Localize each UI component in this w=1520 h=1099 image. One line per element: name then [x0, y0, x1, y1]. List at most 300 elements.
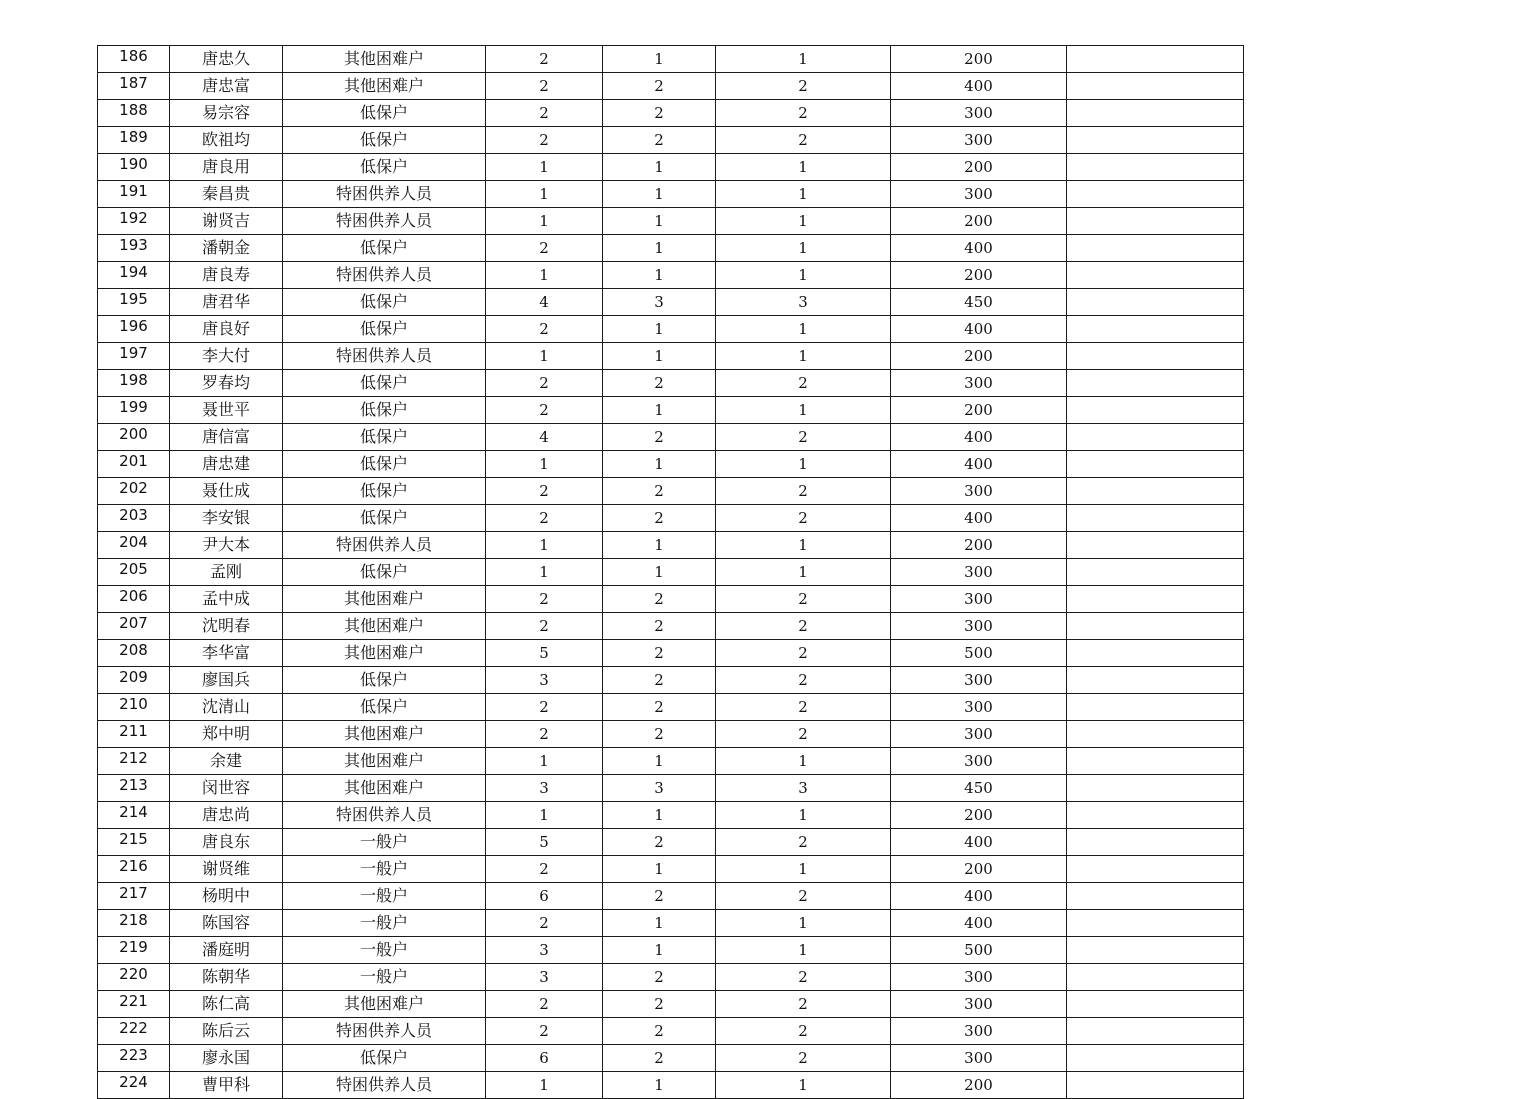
remark-cell [1067, 505, 1244, 532]
aided-b-cell: 2 [716, 991, 891, 1018]
table-row [98, 262, 1244, 289]
aided-b-cell: 1 [716, 451, 891, 478]
table-row [98, 1018, 1244, 1045]
household-size-cell: 3 [486, 937, 603, 964]
remark-cell [1067, 1072, 1244, 1099]
category-cell: 低保户 [283, 397, 486, 424]
name-cell: 易宗容 [170, 100, 283, 127]
aided-a-cell: 2 [603, 73, 716, 100]
aided-a-cell: 1 [603, 451, 716, 478]
remark-cell [1067, 856, 1244, 883]
row-index-cell: 197 [98, 343, 170, 370]
aided-a-cell: 1 [603, 937, 716, 964]
amount-cell: 450 [891, 289, 1067, 316]
category-cell: 特困供养人员 [283, 208, 486, 235]
remark-cell [1067, 775, 1244, 802]
row-index-cell: 198 [98, 370, 170, 397]
row-index-cell: 221 [98, 991, 170, 1018]
remark-cell [1067, 694, 1244, 721]
aided-a-cell: 2 [603, 1018, 716, 1045]
aided-a-cell: 2 [603, 1045, 716, 1072]
aided-a-cell: 1 [603, 46, 716, 73]
remark-cell [1067, 640, 1244, 667]
amount-cell: 300 [891, 370, 1067, 397]
remark-cell [1067, 397, 1244, 424]
household-size-cell: 2 [486, 586, 603, 613]
remark-cell [1067, 451, 1244, 478]
row-index-cell: 196 [98, 316, 170, 343]
household-size-cell: 5 [486, 640, 603, 667]
aided-a-cell: 1 [603, 856, 716, 883]
remark-cell [1067, 937, 1244, 964]
name-cell: 陈后云 [170, 1018, 283, 1045]
aided-b-cell: 2 [716, 586, 891, 613]
aided-a-cell: 2 [603, 613, 716, 640]
row-index-cell: 218 [98, 910, 170, 937]
row-index-cell: 210 [98, 694, 170, 721]
aided-b-cell: 1 [716, 910, 891, 937]
amount-cell: 300 [891, 694, 1067, 721]
row-index-cell: 200 [98, 424, 170, 451]
aided-b-cell: 1 [716, 532, 891, 559]
table-row [98, 181, 1244, 208]
household-size-cell: 2 [486, 370, 603, 397]
table-row [98, 532, 1244, 559]
category-cell: 低保户 [283, 694, 486, 721]
table-row [98, 748, 1244, 775]
category-cell: 其他困难户 [283, 586, 486, 613]
remark-cell [1067, 1045, 1244, 1072]
name-cell: 孟刚 [170, 559, 283, 586]
household-size-cell: 4 [486, 289, 603, 316]
household-size-cell: 2 [486, 991, 603, 1018]
name-cell: 李安银 [170, 505, 283, 532]
remark-cell [1067, 478, 1244, 505]
remark-cell [1067, 802, 1244, 829]
aided-b-cell: 2 [716, 1045, 891, 1072]
remark-cell [1067, 559, 1244, 586]
row-index-cell: 217 [98, 883, 170, 910]
name-cell: 郑中明 [170, 721, 283, 748]
table-row [98, 73, 1244, 100]
table-row [98, 100, 1244, 127]
row-index-cell: 215 [98, 829, 170, 856]
aided-b-cell: 1 [716, 46, 891, 73]
row-index-cell: 189 [98, 127, 170, 154]
remark-cell [1067, 370, 1244, 397]
name-cell: 唐良用 [170, 154, 283, 181]
amount-cell: 300 [891, 559, 1067, 586]
aided-b-cell: 1 [716, 748, 891, 775]
table-row [98, 559, 1244, 586]
household-size-cell: 1 [486, 559, 603, 586]
household-size-cell: 2 [486, 127, 603, 154]
amount-cell: 200 [891, 208, 1067, 235]
remark-cell [1067, 343, 1244, 370]
aided-b-cell: 2 [716, 424, 891, 451]
row-index-cell: 191 [98, 181, 170, 208]
household-size-cell: 2 [486, 397, 603, 424]
name-cell: 唐良好 [170, 316, 283, 343]
name-cell: 谢贤吉 [170, 208, 283, 235]
row-index-cell: 214 [98, 802, 170, 829]
household-size-cell: 6 [486, 883, 603, 910]
name-cell: 潘庭明 [170, 937, 283, 964]
row-index-cell: 207 [98, 613, 170, 640]
aided-b-cell: 2 [716, 613, 891, 640]
amount-cell: 300 [891, 613, 1067, 640]
category-cell: 特困供养人员 [283, 532, 486, 559]
row-index-cell: 187 [98, 73, 170, 100]
household-size-cell: 1 [486, 451, 603, 478]
table-row [98, 208, 1244, 235]
table-row [98, 721, 1244, 748]
category-cell: 特困供养人员 [283, 181, 486, 208]
amount-cell: 400 [891, 883, 1067, 910]
name-cell: 唐良寿 [170, 262, 283, 289]
category-cell: 特困供养人员 [283, 1018, 486, 1045]
household-size-cell: 3 [486, 964, 603, 991]
row-index-cell: 188 [98, 100, 170, 127]
amount-cell: 200 [891, 1072, 1067, 1099]
aided-b-cell: 2 [716, 964, 891, 991]
household-size-cell: 2 [486, 721, 603, 748]
row-index-cell: 194 [98, 262, 170, 289]
household-size-cell: 2 [486, 478, 603, 505]
household-size-cell: 2 [486, 1018, 603, 1045]
name-cell: 唐忠尚 [170, 802, 283, 829]
aided-b-cell: 1 [716, 559, 891, 586]
household-size-cell: 2 [486, 910, 603, 937]
amount-cell: 300 [891, 1045, 1067, 1072]
row-index-cell: 192 [98, 208, 170, 235]
amount-cell: 400 [891, 73, 1067, 100]
household-size-cell: 1 [486, 154, 603, 181]
category-cell: 低保户 [283, 154, 486, 181]
aided-a-cell: 2 [603, 100, 716, 127]
table-row [98, 478, 1244, 505]
name-cell: 欧祖均 [170, 127, 283, 154]
aided-a-cell: 2 [603, 640, 716, 667]
amount-cell: 400 [891, 829, 1067, 856]
amount-cell: 400 [891, 451, 1067, 478]
aided-b-cell: 2 [716, 100, 891, 127]
aided-a-cell: 2 [603, 586, 716, 613]
aided-a-cell: 1 [603, 397, 716, 424]
household-size-cell: 2 [486, 694, 603, 721]
aided-b-cell: 3 [716, 289, 891, 316]
name-cell: 唐信富 [170, 424, 283, 451]
table-row [98, 937, 1244, 964]
name-cell: 曹甲科 [170, 1072, 283, 1099]
category-cell: 低保户 [283, 559, 486, 586]
row-index-cell: 209 [98, 667, 170, 694]
category-cell: 特困供养人员 [283, 343, 486, 370]
remark-cell [1067, 73, 1244, 100]
household-size-cell: 1 [486, 1072, 603, 1099]
aided-a-cell: 1 [603, 343, 716, 370]
row-index-cell: 216 [98, 856, 170, 883]
category-cell: 一般户 [283, 964, 486, 991]
aided-a-cell: 2 [603, 424, 716, 451]
amount-cell: 300 [891, 667, 1067, 694]
household-size-cell: 3 [486, 775, 603, 802]
aided-a-cell: 1 [603, 748, 716, 775]
aided-a-cell: 2 [603, 370, 716, 397]
table-row [98, 586, 1244, 613]
table-row [98, 451, 1244, 478]
name-cell: 聂世平 [170, 397, 283, 424]
table-row [98, 46, 1244, 73]
remark-cell [1067, 829, 1244, 856]
amount-cell: 200 [891, 46, 1067, 73]
aided-a-cell: 2 [603, 478, 716, 505]
amount-cell: 200 [891, 343, 1067, 370]
name-cell: 尹大本 [170, 532, 283, 559]
category-cell: 低保户 [283, 235, 486, 262]
name-cell: 唐忠富 [170, 73, 283, 100]
amount-cell: 400 [891, 505, 1067, 532]
row-index-cell: 195 [98, 289, 170, 316]
table-row [98, 154, 1244, 181]
aided-a-cell: 1 [603, 532, 716, 559]
remark-cell [1067, 586, 1244, 613]
name-cell: 沈明春 [170, 613, 283, 640]
aided-a-cell: 1 [603, 235, 716, 262]
category-cell: 低保户 [283, 289, 486, 316]
category-cell: 特困供养人员 [283, 802, 486, 829]
name-cell: 廖永国 [170, 1045, 283, 1072]
row-index-cell: 206 [98, 586, 170, 613]
category-cell: 低保户 [283, 424, 486, 451]
amount-cell: 300 [891, 991, 1067, 1018]
amount-cell: 400 [891, 316, 1067, 343]
remark-cell [1067, 424, 1244, 451]
table-row [98, 991, 1244, 1018]
name-cell: 杨明中 [170, 883, 283, 910]
aided-b-cell: 2 [716, 127, 891, 154]
category-cell: 其他困难户 [283, 748, 486, 775]
aided-b-cell: 1 [716, 397, 891, 424]
category-cell: 一般户 [283, 910, 486, 937]
remark-cell [1067, 289, 1244, 316]
table-row [98, 613, 1244, 640]
aided-a-cell: 1 [603, 316, 716, 343]
aided-b-cell: 2 [716, 478, 891, 505]
aided-a-cell: 2 [603, 721, 716, 748]
table-row [98, 505, 1244, 532]
name-cell: 李华富 [170, 640, 283, 667]
remark-cell [1067, 46, 1244, 73]
amount-cell: 200 [891, 262, 1067, 289]
row-index-cell: 193 [98, 235, 170, 262]
aided-b-cell: 2 [716, 73, 891, 100]
amount-cell: 300 [891, 1018, 1067, 1045]
aided-a-cell: 2 [603, 127, 716, 154]
remark-cell [1067, 910, 1244, 937]
category-cell: 一般户 [283, 856, 486, 883]
table-row [98, 883, 1244, 910]
table-row [98, 235, 1244, 262]
remark-cell [1067, 748, 1244, 775]
name-cell: 唐忠建 [170, 451, 283, 478]
amount-cell: 300 [891, 100, 1067, 127]
amount-cell: 400 [891, 235, 1067, 262]
category-cell: 低保户 [283, 316, 486, 343]
name-cell: 唐良东 [170, 829, 283, 856]
category-cell: 其他困难户 [283, 46, 486, 73]
category-cell: 低保户 [283, 1045, 486, 1072]
row-index-cell: 212 [98, 748, 170, 775]
aided-b-cell: 2 [716, 721, 891, 748]
household-size-cell: 1 [486, 343, 603, 370]
household-size-cell: 2 [486, 235, 603, 262]
row-index-cell: 211 [98, 721, 170, 748]
aided-a-cell: 3 [603, 775, 716, 802]
remark-cell [1067, 991, 1244, 1018]
row-index-cell: 223 [98, 1045, 170, 1072]
table-row [98, 910, 1244, 937]
amount-cell: 300 [891, 127, 1067, 154]
aided-a-cell: 1 [603, 559, 716, 586]
category-cell: 低保户 [283, 451, 486, 478]
remark-cell [1067, 262, 1244, 289]
name-cell: 闵世容 [170, 775, 283, 802]
aided-b-cell: 2 [716, 1018, 891, 1045]
table-row [98, 1045, 1244, 1072]
table-row [98, 397, 1244, 424]
remark-cell [1067, 316, 1244, 343]
aided-b-cell: 1 [716, 235, 891, 262]
amount-cell: 400 [891, 424, 1067, 451]
amount-cell: 500 [891, 640, 1067, 667]
household-size-cell: 1 [486, 532, 603, 559]
aided-b-cell: 1 [716, 856, 891, 883]
name-cell: 谢贤维 [170, 856, 283, 883]
aided-b-cell: 2 [716, 667, 891, 694]
aided-b-cell: 2 [716, 640, 891, 667]
name-cell: 唐忠久 [170, 46, 283, 73]
household-size-cell: 2 [486, 316, 603, 343]
table-row [98, 694, 1244, 721]
category-cell: 其他困难户 [283, 991, 486, 1018]
row-index-cell: 219 [98, 937, 170, 964]
household-size-cell: 2 [486, 100, 603, 127]
table-row [98, 370, 1244, 397]
table-row [98, 802, 1244, 829]
aided-b-cell: 1 [716, 208, 891, 235]
remark-cell [1067, 154, 1244, 181]
aided-a-cell: 1 [603, 262, 716, 289]
remark-cell [1067, 127, 1244, 154]
category-cell: 特困供养人员 [283, 1072, 486, 1099]
aided-a-cell: 3 [603, 289, 716, 316]
name-cell: 潘朝金 [170, 235, 283, 262]
household-size-cell: 1 [486, 748, 603, 775]
table-row [98, 829, 1244, 856]
aided-a-cell: 1 [603, 154, 716, 181]
household-size-cell: 1 [486, 802, 603, 829]
table-row [98, 964, 1244, 991]
aided-b-cell: 1 [716, 1072, 891, 1099]
amount-cell: 300 [891, 721, 1067, 748]
aided-a-cell: 1 [603, 1072, 716, 1099]
table-row [98, 640, 1244, 667]
remark-cell [1067, 613, 1244, 640]
aided-b-cell: 1 [716, 316, 891, 343]
household-size-cell: 2 [486, 73, 603, 100]
table-row [98, 1072, 1244, 1099]
aided-b-cell: 1 [716, 262, 891, 289]
category-cell: 其他困难户 [283, 640, 486, 667]
aided-b-cell: 2 [716, 505, 891, 532]
aided-a-cell: 1 [603, 910, 716, 937]
table-row [98, 667, 1244, 694]
row-index-cell: 186 [98, 46, 170, 73]
household-size-cell: 2 [486, 613, 603, 640]
name-cell: 陈国容 [170, 910, 283, 937]
aided-b-cell: 3 [716, 775, 891, 802]
household-size-cell: 3 [486, 667, 603, 694]
household-size-cell: 2 [486, 46, 603, 73]
household-size-cell: 1 [486, 208, 603, 235]
aided-a-cell: 2 [603, 667, 716, 694]
name-cell: 唐君华 [170, 289, 283, 316]
category-cell: 低保户 [283, 667, 486, 694]
remark-cell [1067, 883, 1244, 910]
aided-a-cell: 2 [603, 883, 716, 910]
category-cell: 其他困难户 [283, 613, 486, 640]
aided-b-cell: 2 [716, 829, 891, 856]
household-size-cell: 2 [486, 505, 603, 532]
table-row [98, 775, 1244, 802]
category-cell: 低保户 [283, 100, 486, 127]
aided-a-cell: 2 [603, 694, 716, 721]
table-body [98, 46, 1244, 1099]
table-row [98, 316, 1244, 343]
amount-cell: 300 [891, 964, 1067, 991]
category-cell: 一般户 [283, 883, 486, 910]
remark-cell [1067, 964, 1244, 991]
aided-b-cell: 1 [716, 154, 891, 181]
aided-a-cell: 2 [603, 505, 716, 532]
household-size-cell: 1 [486, 181, 603, 208]
remark-cell [1067, 532, 1244, 559]
remark-cell [1067, 235, 1244, 262]
category-cell: 其他困难户 [283, 73, 486, 100]
aided-a-cell: 1 [603, 181, 716, 208]
amount-cell: 200 [891, 802, 1067, 829]
amount-cell: 450 [891, 775, 1067, 802]
category-cell: 特困供养人员 [283, 262, 486, 289]
category-cell: 低保户 [283, 478, 486, 505]
row-index-cell: 199 [98, 397, 170, 424]
remark-cell [1067, 208, 1244, 235]
name-cell: 聂仕成 [170, 478, 283, 505]
table-row [98, 424, 1244, 451]
category-cell: 其他困难户 [283, 721, 486, 748]
category-cell: 低保户 [283, 370, 486, 397]
table-row [98, 289, 1244, 316]
amount-cell: 300 [891, 748, 1067, 775]
row-index-cell: 203 [98, 505, 170, 532]
aided-a-cell: 2 [603, 829, 716, 856]
aided-a-cell: 2 [603, 964, 716, 991]
household-size-cell: 6 [486, 1045, 603, 1072]
amount-cell: 300 [891, 181, 1067, 208]
household-size-cell: 2 [486, 856, 603, 883]
remark-cell [1067, 1018, 1244, 1045]
